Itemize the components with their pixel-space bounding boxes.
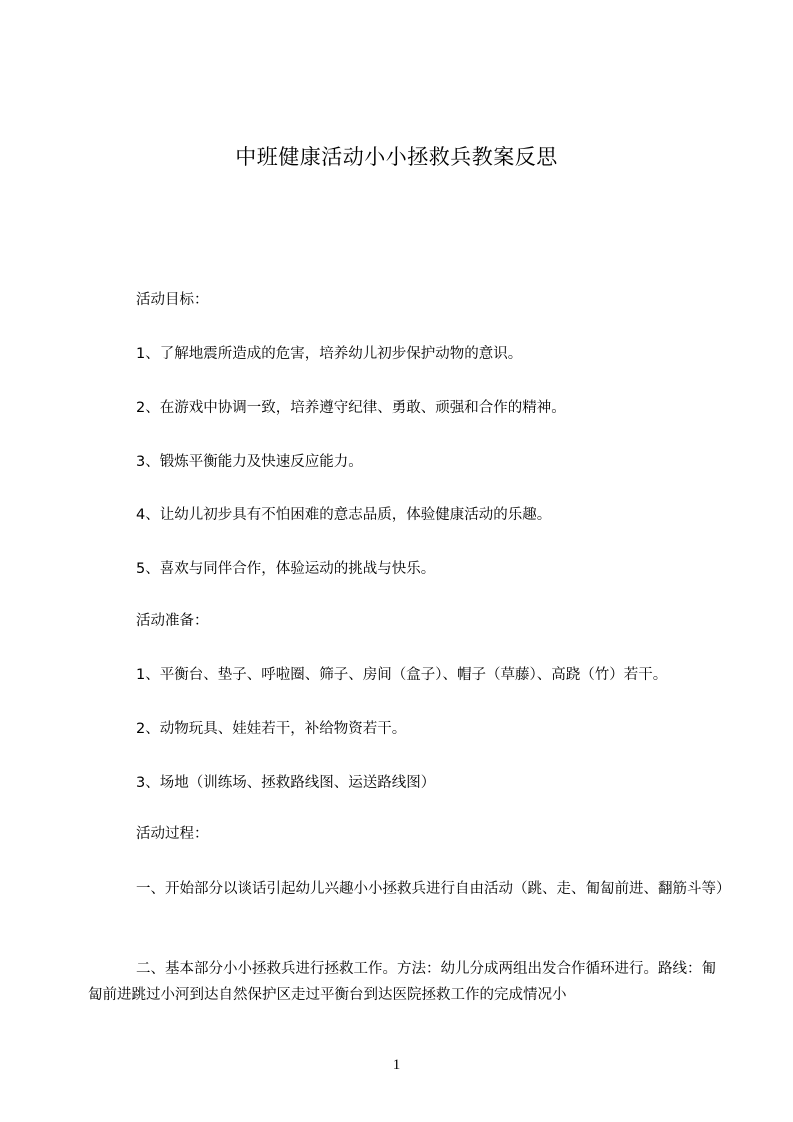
section-heading-goals: 活动目标： [136,292,209,308]
goal-item: 1、了解地震所造成的危害，培养幼儿初步保护动物的意识。 [136,346,523,362]
process-paragraph: 二、基本部分小小拯救兵进行拯救工作。方法：幼儿分成两组出发合作循环进行。路线：匍匐前进跳过小河到达自然保护区走过平衡台到达医院拯救工作的完成情况小 [88,961,716,1003]
prep-item: 3、场地（训练场、拯救路线图、运送路线图） [136,775,436,791]
goal-item: 2、在游戏中协调一致，培养遵守纪律、勇敢、顽强和合作的精神。 [136,400,566,416]
process-paragraph: 一、开始部分以谈话引起幼儿兴趣小小拯救兵进行自由活动（跳、走、匍匐前进、翻筋斗等） [136,881,731,897]
goal-item: 4、让幼儿初步具有不怕困难的意志品质，体验健康活动的乐趣。 [136,507,552,523]
goal-item: 5、喜欢与同伴合作，体验运动的挑战与快乐。 [136,561,436,577]
section-heading-preparation: 活动准备： [136,613,209,629]
section-heading-process: 活动过程： [136,826,209,842]
prep-item: 2、动物玩具、娃娃若干，补给物资若干。 [136,721,407,737]
document-title: 中班健康活动小小拯救兵教案反思 [235,145,558,169]
page-number: 1 [392,1057,401,1073]
goal-item: 3、锻炼平衡能力及快速反应能力。 [136,454,363,470]
prep-item: 1、平衡台、垫子、呼啦圈、筛子、房间（盒子）、帽子（草藤）、高跷（竹）若干。 [136,667,668,683]
